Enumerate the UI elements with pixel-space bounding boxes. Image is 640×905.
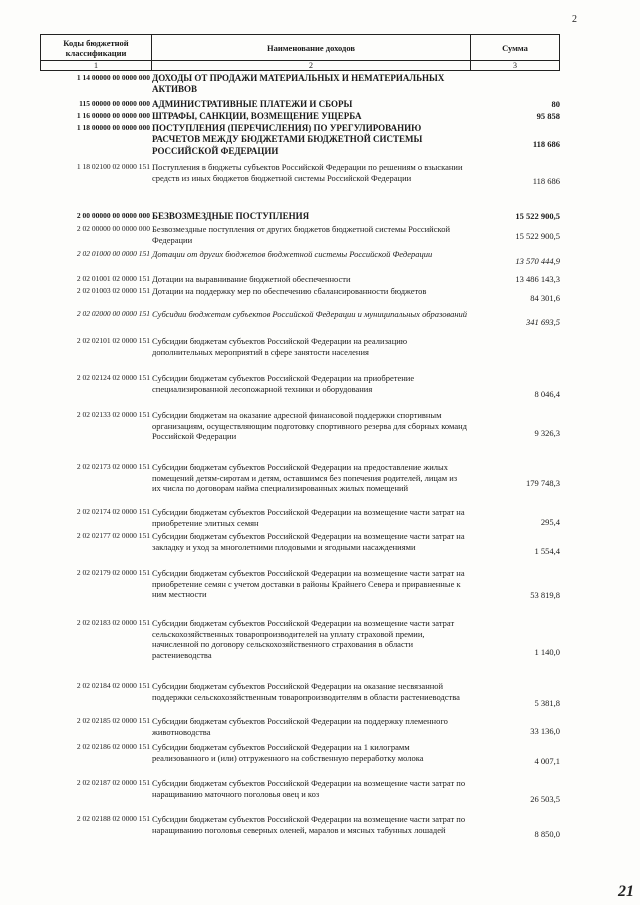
column-header-name: Наименование доходов: [152, 35, 471, 61]
row-name: Дотации на выравнивание бюджетной обеспеченности: [152, 274, 351, 284]
row-amount: 15 522 900,5: [515, 211, 560, 221]
row-code: 2 02 02188 02 0000 151: [76, 814, 150, 823]
row-amount: 84 301,6: [530, 293, 560, 303]
row-code: 1 18 02100 02 0000 151: [76, 162, 150, 171]
row-amount: 4 007,1: [534, 756, 560, 766]
row-name: Субсидии бюджетам субъектов Российской Федерации и муниципальных образований: [152, 309, 468, 319]
row-code: 2 02 00000 00 0000 000: [76, 224, 150, 233]
row-amount: 80: [551, 99, 560, 109]
column-header-code: Коды бюджетной классификации: [41, 35, 152, 61]
row-amount: 295,4: [540, 517, 560, 527]
row-code: 2 02 01003 02 0000 151: [76, 286, 150, 295]
row-amount: 1 554,4: [534, 546, 560, 556]
row-name: Безвозмездные поступления от других бюджетов бюджетной системы Российской Федерации: [152, 224, 450, 245]
row-name: Субсидии бюджетам на оказание адресной финансовой поддержки спортивным организациям, осуществляющим подготовку спортивного резерва для сборных команд Российской Федерации: [152, 410, 467, 442]
column-number-3: 3: [471, 61, 560, 71]
column-number-1: 1: [41, 61, 152, 71]
row-name: ПОСТУПЛЕНИЯ (ПЕРЕЧИСЛЕНИЯ) ПО УРЕГУЛИРОВАНИЮ РАСЧЕТОВ МЕЖДУ БЮДЖЕТАМИ БЮДЖЕТНОЙ СИСТЕМЫ РОССИЙСКОЙ ФЕДЕРАЦИИ: [152, 123, 423, 156]
row-amount: 15 522 900,5: [515, 231, 560, 241]
row-name: Субсидии бюджетам субъектов Российской Федерации на возмещение части затрат на приобретение семян с учетом доставки в районы Крайнего Севера и приравненные к ним местности: [152, 568, 465, 600]
row-name: ДОХОДЫ ОТ ПРОДАЖИ МАТЕРИАЛЬНЫХ И НЕМАТЕРИАЛЬНЫХ АКТИВОВ: [152, 73, 445, 95]
row-code: 2 02 02177 02 0000 151: [76, 531, 150, 540]
row-name: Субсидии бюджетам субъектов Российской Федерации на возмещение части затрат на приобретение элитных семян: [152, 507, 465, 528]
row-name: БЕЗВОЗМЕЗДНЫЕ ПОСТУПЛЕНИЯ: [152, 211, 310, 221]
row-amount: 118 686: [532, 139, 560, 149]
row-code: 2 02 02186 02 0000 151: [76, 742, 150, 751]
row-amount: 26 503,5: [530, 794, 560, 804]
row-name: Субсидии бюджетам субъектов Российской Федерации на приобретение специализированной лесопожарной техники и оборудования: [152, 373, 415, 394]
row-name: Субсидии бюджетам субъектов Российской Федерации на оказание несвязанной поддержки сельскохозяйственным товаропроизводителям в области растениеводства: [152, 681, 460, 702]
row-amount: 8 850,0: [534, 829, 560, 839]
row-name: АДМИНИСТРАТИВНЫЕ ПЛАТЕЖИ И СБОРЫ: [152, 99, 353, 109]
row-name: Дотации от других бюджетов бюджетной системы Российской Федерации: [152, 249, 433, 259]
row-code: 2 02 02184 02 0000 151: [76, 681, 150, 690]
row-name: Поступления в бюджеты субъектов Российской Федерации по решениям о взыскании средств из иных бюджетов бюджетной системы Российской Федерации: [152, 162, 463, 183]
page-number: 2: [572, 14, 577, 25]
row-name: ШТРАФЫ, САНКЦИИ, ВОЗМЕЩЕНИЕ УЩЕРБА: [152, 111, 362, 121]
row-amount: 9 326,3: [534, 428, 560, 438]
row-code: 2 02 02187 02 0000 151: [76, 778, 150, 787]
row-name: Субсидии бюджетам субъектов Российской Федерации на возмещение части затрат по наращиванию маточного поголовья овец и коз: [152, 778, 466, 799]
row-amount: 341 693,5: [526, 317, 560, 327]
row-name: Субсидии бюджетам субъектов Российской Федерации на предоставление жилых помещений детям-сиротам и детям, оставшимся без попечения родителей, лицам из их числа по договорам найма специализированных жилых помещений: [152, 462, 458, 494]
row-code: 2 02 02000 00 0000 151: [76, 309, 150, 318]
row-code: 2 02 01001 02 0000 151: [76, 274, 150, 283]
row-amount: 8 046,4: [534, 389, 560, 399]
row-code: 115 00000 00 0000 000: [79, 99, 150, 108]
row-amount: 118 686: [532, 176, 560, 186]
row-code: 2 02 01000 00 0000 151: [76, 249, 150, 258]
row-amount: 33 136,0: [530, 726, 560, 736]
row-name: Дотации на поддержку мер по обеспечению сбалансированности бюджетов: [152, 286, 427, 296]
row-amount: 13 486 143,3: [515, 274, 560, 284]
row-name: Субсидии бюджетам субъектов Российской Федерации на поддержку племенного животноводства: [152, 716, 448, 737]
row-code: 2 02 02173 02 0000 151: [76, 462, 150, 471]
row-code: 1 18 00000 00 0000 000: [76, 123, 150, 132]
row-name: Субсидии бюджетам субъектов Российской Федерации на возмещение части затрат по наращиванию поголовья северных оленей, маралов и мясных табунных лошадей: [152, 814, 466, 835]
row-amount: 179 748,3: [526, 478, 560, 488]
row-amount: 1 140,0: [534, 647, 560, 657]
row-code: 2 02 02174 02 0000 151: [76, 507, 150, 516]
row-name: Субсидии бюджетам субъектов Российской Федерации на 1 килограмм реализованного и (или) отгруженного на собственную переработку молока: [152, 742, 424, 763]
row-amount: 53 819,8: [530, 590, 560, 600]
column-number-2: 2: [152, 61, 471, 71]
row-amount: 5 381,8: [534, 698, 560, 708]
row-amount: 95 858: [536, 111, 560, 121]
row-code: 2 00 00000 00 0000 000: [76, 211, 150, 220]
row-code: 2 02 02183 02 0000 151: [76, 618, 150, 627]
row-code: 2 02 02185 02 0000 151: [76, 716, 150, 725]
row-code: 1 16 00000 00 0000 000: [76, 111, 150, 120]
row-code: 2 02 02124 02 0000 151: [76, 373, 150, 382]
row-name: Субсидии бюджетам субъектов Российской Федерации на реализацию дополнительных мероприятий в сфере занятости населения: [152, 336, 408, 357]
column-header-sum: Сумма: [471, 35, 560, 61]
handwritten-page-mark: 21: [618, 883, 634, 900]
row-code: 2 02 02101 02 0000 151: [76, 336, 150, 345]
row-code: 1 14 00000 00 0000 000: [76, 73, 150, 82]
table-header: [40, 34, 560, 71]
row-code: 2 02 02179 02 0000 151: [76, 568, 150, 577]
row-code: 2 02 02133 02 0000 151: [76, 410, 150, 419]
row-name: Субсидии бюджетам субъектов Российской Федерации на возмещение части затрат на закладку и уход за многолетними плодовыми и ягодными насаждениями: [152, 531, 465, 552]
row-amount: 13 570 444,9: [515, 256, 560, 266]
row-name: Субсидии бюджетам субъектов Российской Федерации на возмещение части затрат сельскохозяйственных товаропроизводителей на уплату страховой премии, начисленной по договору сельскохозяйственного страхования в области растениеводства: [152, 618, 455, 660]
